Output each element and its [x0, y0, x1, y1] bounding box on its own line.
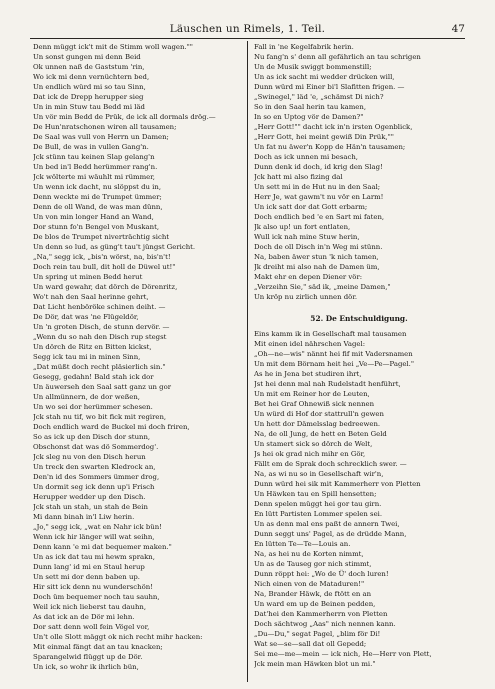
verse-line: As dat ick an de Dör mi lehn.: [33, 613, 135, 621]
verse-line: Un spring ut minen Bedd herut: [33, 273, 143, 281]
right-column: [254, 42, 464, 669]
verse-line: De Saal was vull von Herrn un Damen;: [33, 133, 169, 141]
verse-line: Un treck den swarten Kledrock an,: [33, 463, 156, 471]
verse-line: Na, as hei nu de Korten nimmt,: [254, 550, 364, 558]
verse-line: Un vör min Bedd de Prük, de ick all dormals drög.—: [33, 113, 216, 121]
verse-line: Denn weckte mi de Trumpet ümmer;: [33, 193, 162, 201]
verse-line: „Swinegel," läd 'e, „schämst Di nich?: [254, 93, 384, 101]
verse-line: So in den Saal herin tau kamen,: [254, 103, 367, 111]
verse-line: Un hett dor Dämelsslag bedreewen.: [254, 420, 381, 428]
verse-line: Un in min Stuw tau Bedd mi läd: [33, 103, 145, 111]
verse-line: Un as ick dat tau mi hewm sprakn,: [33, 553, 155, 561]
verse-line: „Du—Du," segat Pagel, „blim för Di!: [254, 630, 381, 638]
verse-line: Dat Licht henböröke schinen deiht. —: [33, 303, 166, 311]
verse-line: Na, baben äwer stun 'k nich tamen,: [254, 253, 379, 261]
verse-line: Un kröp nu zirlich unnen dör.: [254, 293, 358, 301]
verse-line: Na, as wi nu so in Gesellschaft wir'n,: [254, 470, 384, 478]
verse-line: Un sett mi dor denn baben up.: [33, 573, 140, 581]
verse-line: Nu fang'n s' denn all gefährlich an tau schrigen: [254, 53, 421, 61]
verse-line: Bet hei Graf Ohnewiß sick nennen: [254, 400, 375, 408]
verse-line: Den'n id des Sommers ümmer drog,: [33, 473, 160, 481]
verse-line: Fällt em de Sprak doch schrecklich swer. —: [254, 460, 407, 468]
verse-line: Jck sleg nu von den Disch herun: [33, 453, 146, 461]
verse-line: Jck stünn tau keinen Slap gelang'n: [33, 153, 155, 161]
verse-line: Nich einen von de Mataduren!": [254, 580, 365, 588]
verse-line: „Wenn du so nah den Disch rup stegst: [33, 333, 167, 341]
verse-line: Sparangelwid flüggt up de Dör.: [33, 653, 143, 661]
verse-line: Doch üm bequemer noch tau sauhn,: [33, 593, 160, 601]
verse-line: Un fat nu äwer'n Kopp de Hän'n tausamen;: [254, 143, 406, 151]
verse-line: Doch de oll Disch in'n Weg mi stünn.: [254, 243, 383, 251]
verse-line: Doch endlich bed 'e en Sart mi faten,: [254, 213, 385, 221]
verse-line: Un sett mi in de Hut nu in den Saal;: [254, 183, 381, 191]
verse-line: Na, de oll Jung, de hett en Beten Geld: [254, 430, 387, 438]
verse-line: Eins kamm ik in Gesellschaft mal tausamen: [254, 330, 407, 338]
verse-line: „Verzeihn Sie," säd ik, „meine Damen,": [254, 283, 391, 291]
verse-line: Un sonst gungen mi denn Beid: [33, 53, 141, 61]
verse-line: Makt ehr en depen Diener vör:: [254, 273, 363, 281]
verse-line: Wenn ick hir länger will wat seihn,: [33, 533, 155, 541]
verse-line: Un bed in'l Bedd herümmer rang'n.: [33, 163, 158, 171]
verse-line: Un ward em up de Beinen pedden,: [254, 600, 376, 608]
verse-line: Herupper wedder up den Disch.: [33, 493, 146, 501]
verse-line: Un allmünnern, de dor weßen,: [33, 393, 140, 401]
verse-line: Un Häwken tau en Spill hensetten;: [254, 490, 377, 498]
section-gap: [254, 302, 464, 309]
verse-line: Denn müggt ick't mit de Stimm woll wagen."": [33, 43, 193, 51]
verse-line: In so en Uptog vör de Damen?": [254, 113, 364, 121]
verse-line: Un mit dem Börnam heit hei „Ve—Pe—Pagel.": [254, 360, 414, 368]
verse-line: En lütten Te—Te—Louis an.: [254, 540, 351, 548]
verse-line: Jck stah un stah, un stah de Bein: [33, 503, 148, 511]
verse-line: So as ick up den Disch dor stunn,: [33, 433, 151, 441]
verse-line: Un ick, so wohr ik ihrlich bün,: [33, 663, 139, 671]
verse-line: Herr Je, wat gawm't nu vör en Larm!: [254, 193, 384, 201]
running-title: Läuschen un Rimels, 1. Teil.: [169, 23, 326, 35]
verse-line: Gesegg, gedahn! Bald stah ick dor: [33, 373, 154, 381]
verse-line: Un äuwerseh den Saal satt ganz un gor: [33, 383, 172, 391]
verse-line: „Herr Gott, hei meint gewiß Din Prük,"": [254, 133, 394, 141]
verse-line: Mit einmal fängt dat an tau knacken;: [33, 643, 163, 651]
verse-line: „Dat müßt doch recht pläsierlich sin.": [33, 363, 166, 371]
verse-line: Weil ick nich lieberst tau dauhn,: [33, 603, 147, 611]
verse-line: Dat ick de Drepp herupper sieg: [33, 93, 144, 101]
verse-line: Jck wölterte mi wäuhlt mi rümmer,: [33, 173, 155, 181]
verse-line: Un 'n groten Disch, de stunn dervör. —: [33, 323, 170, 331]
verse-line: Dunn würd hei sik mit Kammerherr von Pletten: [254, 480, 421, 488]
verse-line: Un dormit seg ick denn up'i Frisch: [33, 483, 155, 491]
verse-line: Jk also up! un fort entlaten,: [254, 223, 351, 231]
verse-line: Dor stunn fo'n Bengel von Muskant,: [33, 223, 160, 231]
verse-line: De Bull, de was in vullen Gang'n.: [33, 143, 149, 151]
section-heading: 52. De Entschuldigung.: [310, 314, 408, 323]
verse-line: Un ward gewahr, dat dörch de Dörenritz,: [33, 283, 178, 291]
verse-line: Sei me—me—mein — ick nich, He—Herr von Plett,: [254, 650, 432, 658]
verse-line: Dunn lang' id mi en Staul herup: [33, 563, 145, 571]
verse-line: Jst hei denn mal nah Rudelstadt henführt,: [254, 380, 401, 388]
verse-line: Wull ick nah mine Stuw herin,: [254, 233, 360, 241]
verse-line: Un mit em Reiner hor de Leuten,: [254, 390, 370, 398]
verse-line: Un wenn ick dacht, nu slöppst du in,: [33, 183, 162, 191]
verse-line: Ok unnen naß de Gaststum 'rin,: [33, 63, 145, 71]
verse-line: Doch as ick unnen mi besach,: [254, 153, 358, 161]
verse-line: Mi dann binah in'l Liw herin.: [33, 513, 135, 521]
verse-line: Denn kann 'e mi dat bequemer maken.": [33, 543, 172, 551]
verse-line: Un as denn mal ens paßt de annern Twei,: [254, 520, 400, 528]
verse-line: Un ick satt dor dat Gott erbarm;: [254, 203, 368, 211]
verse-line: En lütt Partisten Lommer spelen sei.: [254, 510, 383, 518]
verse-line: Un endlich würd mi so tau Sinn,: [33, 83, 146, 91]
verse-line: De blos de Trumpet niverträchtig sicht: [33, 233, 170, 241]
verse-line: Dunn röppt hei: „Wo de Ü' doch luren!: [254, 570, 389, 578]
verse-line: Un't olle Slott mäggt ok nich recht mihr hacken:: [33, 633, 203, 641]
verse-line: Un denn so lud, as güng't tau't jüngst Gericht.: [33, 243, 196, 251]
verse-line: Un würd di Hof dor stattrull'n gewen: [254, 410, 384, 418]
poem-entschuldigung: [254, 329, 464, 669]
verse-line: Dat'hei den Kammerherrn von Pletten: [254, 610, 388, 618]
header-rule: [30, 38, 465, 39]
verse-line: Na, Brander Häwk, de ftött en an: [254, 590, 372, 598]
verse-line: Fall in 'ne Kegelfabrik herin.: [254, 43, 354, 51]
poem-continuation: [254, 42, 464, 302]
page-header: [30, 21, 465, 37]
verse-line: Doch sächtwog „Aas" nich nennen kann.: [254, 620, 396, 628]
verse-line: Dunn denk id doch, id krig den Slag!: [254, 163, 383, 171]
verse-line: Jck stah nu tif, wo bit fick mit regiren,: [33, 413, 167, 421]
column-divider: [247, 41, 248, 682]
verse-line: Doch rein tau bull, dit holl de Düwel ut!": [33, 263, 176, 271]
verse-line: Dor satt denn woll fein Vögel vor,: [33, 623, 150, 631]
verse-line: „Jo," segg ick, „wat en Nahr ick bün!: [33, 523, 162, 531]
verse-line: Doch endlich ward de Buckel mi doch friren,: [33, 423, 190, 431]
verse-line: Jk dreiht mi also nah de Damen üm,: [254, 263, 380, 271]
verse-line: „Oh—ne—wis" nännt hei fif mit Vadersnamen: [254, 350, 413, 358]
verse-line: Un as ick sacht mi wedder drücken will,: [254, 73, 395, 81]
verse-line: Un stamert sick so dörch de Welt,: [254, 440, 373, 448]
verse-line: Jck hatt mi also fizing dal: [254, 173, 343, 181]
verse-line: Dunn würd mi Einer bi'l Slafitten frigen. —: [254, 83, 405, 91]
verse-line: Un von min longer Hand an Wand,: [33, 213, 154, 221]
verse-line: Denn de oll Wand, de was man dünn,: [33, 203, 163, 211]
verse-line: Jck mein man Häwken blot un mi.": [254, 660, 376, 668]
verse-line: „Herr Gott!"" dacht ick in'n irsten Ogenblick,: [254, 123, 413, 131]
verse-line: Mit einen idel nährschen Vagel:: [254, 340, 366, 348]
verse-line: De Hun'nratschonen wiren all tausamen;: [33, 123, 177, 131]
verse-line: Wo ick mi denn vernüchtern bed,: [33, 73, 150, 81]
verse-line: As he in Jena bet studiren ihrt,: [254, 370, 362, 378]
verse-line: Wo't nah den Saal herinne gehrt,: [33, 293, 149, 301]
verse-line: Un as de Tauseg gor nich stimmt,: [254, 560, 372, 568]
verse-line: Un de Musik swiggt bommenstill;: [254, 63, 372, 71]
verse-line: Segg ick tau mi in minen Sinn,: [33, 353, 141, 361]
verse-line: Un dörch de Ritz en Bitten kickst,: [33, 343, 152, 351]
left-column: [33, 42, 243, 672]
verse-line: Un wo sei dor herümmer schesen.: [33, 403, 153, 411]
verse-line: „Na," segg ick, „bis'n wörst, na, bis'n't!: [33, 253, 171, 261]
verse-line: Wat se—se—sall dat oll Gepedd;: [254, 640, 367, 648]
verse-line: De Dör, dat was 'ne Flügeldör,: [33, 313, 139, 321]
page-number: 47: [451, 23, 465, 35]
verse-line: Denn spelen müggt hei gor tau girn.: [254, 500, 382, 508]
verse-line: Obschonst dat was dö Sommerdog'.: [33, 443, 159, 451]
verse-line: Hir sitt ick denn nu wunderschön!: [33, 583, 153, 591]
verse-line: Dunn seggt uns' Pagel, as de drüdde Mann,: [254, 530, 407, 538]
verse-line: Js hei ok grad nich mihr en Gör,: [254, 450, 366, 458]
